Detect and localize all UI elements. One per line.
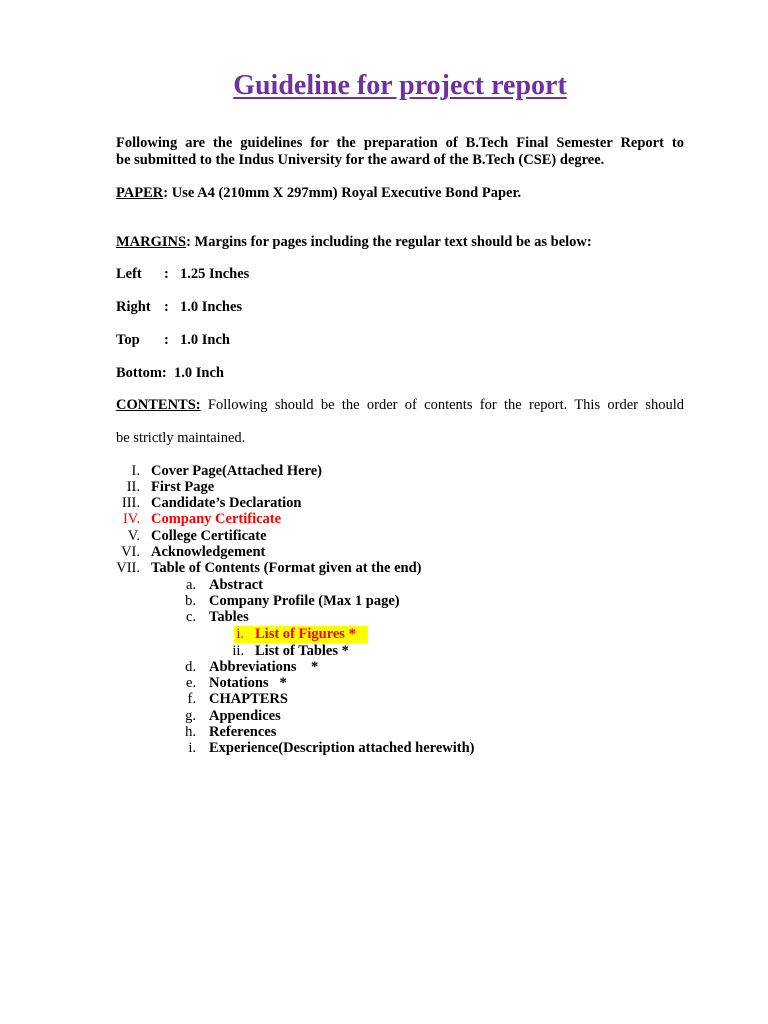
margin-left-label: Left bbox=[116, 266, 142, 282]
paper-section bbox=[116, 185, 521, 202]
list-number: g. bbox=[185, 708, 196, 724]
list-number: IV. bbox=[122, 511, 140, 527]
contents-text-2: be strictly maintained. bbox=[116, 430, 246, 446]
list-text: Tables bbox=[209, 609, 249, 625]
margins-text: : Margins for pages including the regular text should be as below: bbox=[186, 234, 592, 250]
paper-label: PAPER bbox=[116, 185, 164, 201]
list-number: a. bbox=[185, 577, 196, 593]
margin-left-sep: : bbox=[164, 266, 169, 282]
margin-bottom-label: Bottom: bbox=[116, 365, 167, 381]
list-text: Appendices bbox=[209, 708, 281, 724]
list-number: e. bbox=[185, 675, 196, 691]
list-number: b. bbox=[185, 593, 196, 609]
margins-section bbox=[116, 234, 592, 251]
list-number: II. bbox=[126, 479, 140, 495]
contents-label: CONTENTS: bbox=[116, 397, 201, 413]
list-text: College Certificate bbox=[151, 528, 267, 544]
list-text: Abstract bbox=[209, 577, 263, 593]
margin-bottom-row bbox=[116, 365, 224, 382]
margins-label: MARGINS bbox=[116, 234, 187, 250]
list-text: Table of Contents (Format given at the end) bbox=[151, 560, 422, 576]
margin-right-row bbox=[116, 299, 242, 316]
list-number: i. bbox=[188, 740, 196, 756]
margin-bottom-value: 1.0 Inch bbox=[174, 365, 224, 381]
intro-paragraph bbox=[116, 135, 684, 169]
list-number: h. bbox=[185, 724, 196, 740]
margin-right-value: 1.0 Inches bbox=[180, 299, 243, 315]
margin-top-value: 1.0 Inch bbox=[180, 332, 230, 348]
margin-top-label: Top bbox=[116, 332, 140, 348]
intro-line-2: be submitted to the Indus University for the award of the B.Tech (CSE) degree. bbox=[116, 152, 605, 168]
list-number: VI. bbox=[121, 544, 140, 560]
contents-section bbox=[116, 397, 684, 414]
margin-right-label: Right bbox=[116, 299, 151, 315]
list-number: i. bbox=[236, 626, 244, 642]
intro-line-1: Following are the guidelines for the preparation of B.Tech Final Semester Report to bbox=[116, 135, 684, 151]
paper-text: : Use A4 (210mm X 297mm) Royal Executive Bond Paper. bbox=[163, 185, 522, 201]
list-text: References bbox=[209, 724, 277, 740]
list-text: Abbreviations * bbox=[209, 659, 319, 675]
list-number: d. bbox=[185, 659, 196, 675]
list-text: First Page bbox=[151, 479, 215, 495]
list-number: V. bbox=[127, 528, 140, 544]
list-text: Candidate’s Declaration bbox=[151, 495, 302, 511]
list-text: Company Certificate bbox=[151, 511, 282, 527]
list-text: Experience(Description attached herewith) bbox=[209, 740, 475, 756]
list-text: Cover Page(Attached Here) bbox=[151, 463, 322, 479]
list-text: Company Profile (Max 1 page) bbox=[209, 593, 400, 609]
list-number: VII. bbox=[116, 560, 140, 576]
margin-right-sep: : bbox=[164, 299, 169, 315]
margin-top-row bbox=[116, 332, 230, 349]
list-text: CHAPTERS bbox=[209, 691, 288, 707]
contents-text-1: Following should be the order of contents for the report. This order should bbox=[207, 397, 684, 413]
list-text: List of Tables * bbox=[255, 643, 349, 659]
margin-left-value: 1.25 Inches bbox=[180, 266, 250, 282]
list-number: c. bbox=[185, 609, 196, 625]
list-number: III. bbox=[121, 495, 140, 511]
margin-top-sep: : bbox=[164, 332, 169, 348]
list-text: Acknowledgement bbox=[151, 544, 266, 560]
margin-left-row bbox=[116, 266, 249, 283]
list-number: f. bbox=[187, 691, 196, 707]
list-number: ii. bbox=[232, 643, 244, 659]
list-text: Notations * bbox=[209, 675, 287, 691]
list-text: List of Figures * bbox=[255, 626, 356, 642]
list-number: I. bbox=[131, 463, 140, 479]
page-title: Guideline for project report bbox=[233, 70, 567, 101]
